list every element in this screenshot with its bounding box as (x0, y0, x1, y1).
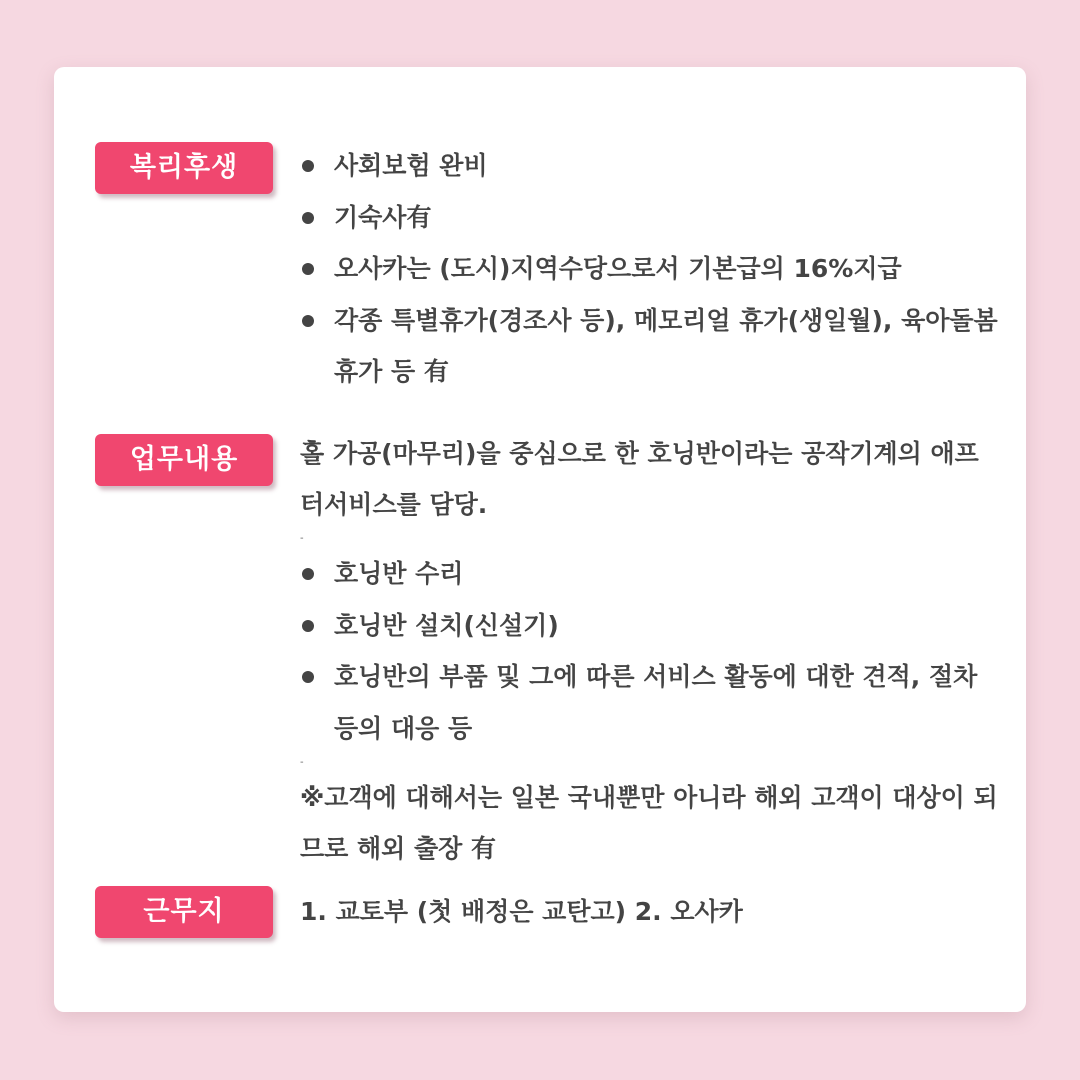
list-item: 기숙사有 (300, 192, 1000, 244)
list-item: 각종 특별휴가(경조사 등), 메모리얼 휴가(생일월), 육아돌봄 휴가 등 有 (300, 295, 1000, 398)
benefits-badge: 복리후생 (95, 142, 273, 194)
separator: - (300, 757, 304, 768)
benefits-content (300, 140, 1000, 398)
list-item: 호닝반 설치(신설기) (300, 600, 1000, 652)
info-card (54, 67, 1026, 1012)
benefits-list (300, 140, 1000, 398)
duties-list (300, 548, 1000, 754)
location-text: 1. 교토부 (첫 배정은 교탄고) 2. 오사카 (300, 897, 743, 926)
duties-content (300, 428, 1000, 874)
list-item: 호닝반의 부품 및 그에 따른 서비스 활동에 대한 견적, 절차 등의 대응 등 (300, 651, 1000, 754)
duties-note: ※고객에 대해서는 일본 국내뿐만 아니라 해외 고객이 대상이 되므로 해외 출장 有 (300, 783, 998, 863)
separator: - (300, 533, 304, 544)
list-item: 호닝반 수리 (300, 548, 1000, 600)
duties-intro: 홀 가공(마무리)을 중심으로 한 호닝반이라는 공작기계의 애프터서비스를 담당. (300, 439, 979, 519)
duties-badge: 업무내용 (95, 434, 273, 486)
list-item: 오사카는 (도시)지역수당으로서 기본급의 16%지급 (300, 243, 1000, 295)
location-badge: 근무지 (95, 886, 273, 938)
list-item: 사회보험 완비 (300, 140, 1000, 192)
